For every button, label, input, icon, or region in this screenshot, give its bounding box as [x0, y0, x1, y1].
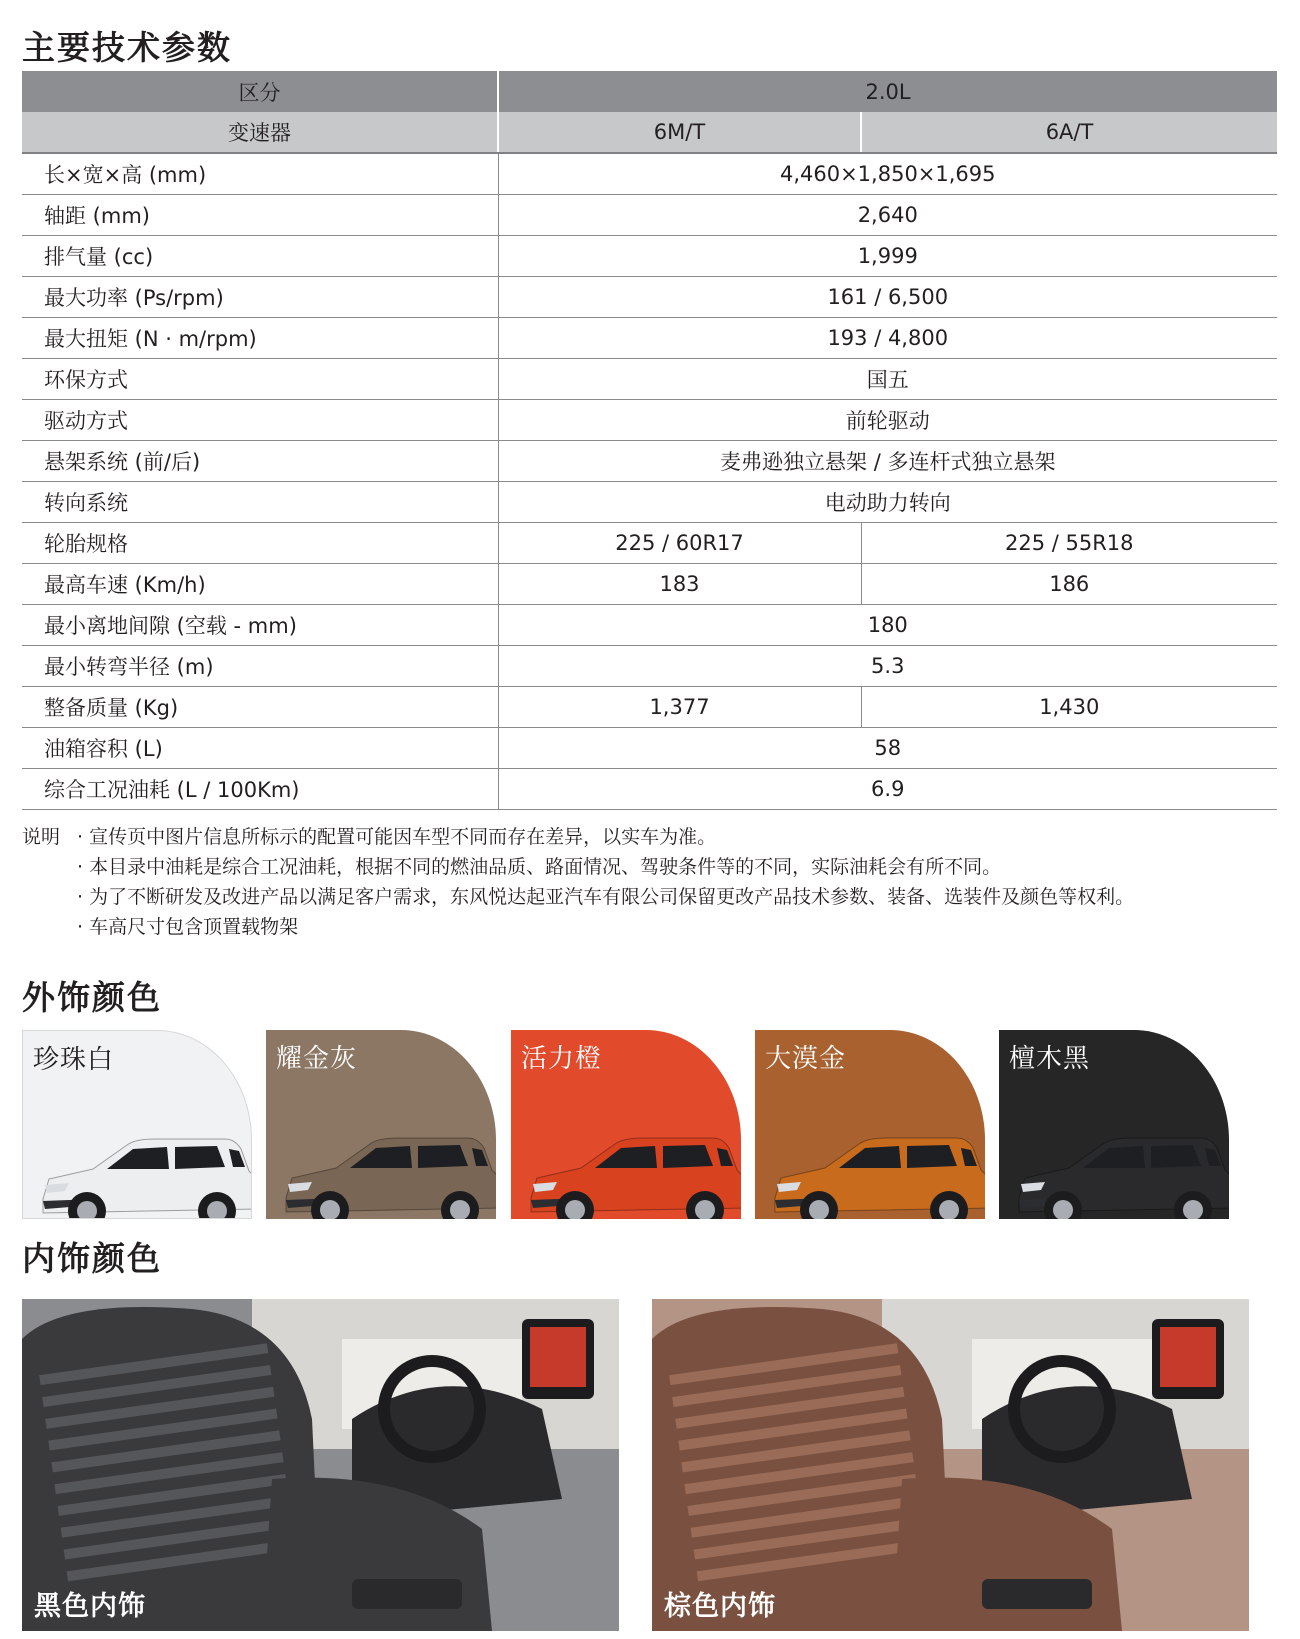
color-name: 耀金灰: [276, 1044, 358, 1074]
suv-image: [523, 1120, 741, 1219]
spec-label: 最小离地间隙 (空载 - mm): [22, 604, 498, 645]
interior-graphic: [22, 1299, 619, 1631]
spec-table: [22, 71, 1277, 810]
note-text: · 为了不断研发及改进产品以满足客户需求，东风悦达起亚汽车有限公司保留更改产品技术参数、装备、选装件及颜色等权利。: [77, 886, 1135, 908]
note-line: [22, 822, 1134, 852]
spec-value-at: 225 / 55R18: [861, 522, 1277, 563]
spec-row: [22, 235, 1277, 276]
spec-row: [22, 686, 1277, 727]
subheader-mt: 6M/T: [498, 112, 861, 153]
spec-row: [22, 194, 1277, 235]
interior-title: 内饰颜色: [22, 1239, 162, 1278]
spec-label: 最高车速 (Km/h): [22, 563, 498, 604]
spec-label: 排气量 (cc): [22, 235, 498, 276]
spec-value-mt: 183: [498, 563, 861, 604]
spec-label: 最大扭矩 (N · m/rpm): [22, 317, 498, 358]
spec-label: 悬架系统 (前/后): [22, 440, 498, 481]
spec-value: 6.9: [498, 768, 1277, 809]
spec-row: [22, 727, 1277, 768]
spec-row: [22, 481, 1277, 522]
color-swatch: [755, 1030, 985, 1219]
color-name: 活力橙: [521, 1044, 603, 1074]
spec-value: 180: [498, 604, 1277, 645]
spec-label: 最小转弯半径 (m): [22, 645, 498, 686]
color-swatch: [22, 1030, 252, 1219]
color-swatch: [266, 1030, 496, 1219]
subheader-at: 6A/T: [861, 112, 1277, 153]
color-name: 大漠金: [765, 1044, 847, 1074]
spec-value: 前轮驱动: [498, 399, 1277, 440]
spec-label: 驱动方式: [22, 399, 498, 440]
spec-row: [22, 522, 1277, 563]
spec-value: 2,640: [498, 194, 1277, 235]
spec-value-at: 1,430: [861, 686, 1277, 727]
spec-label: 轴距 (mm): [22, 194, 498, 235]
spec-row: [22, 768, 1277, 809]
spec-value: 国五: [498, 358, 1277, 399]
color-swatch: [511, 1030, 741, 1219]
interior-image: [652, 1299, 1249, 1631]
spec-value-mt: 225 / 60R17: [498, 522, 861, 563]
interior-name: 黑色内饰: [34, 1591, 146, 1622]
spec-label: 长×宽×高 (mm): [22, 153, 498, 194]
spec-header-row: [22, 71, 1277, 112]
color-name: 珍珠白: [33, 1045, 115, 1075]
spec-value: 麦弗逊独立悬架 / 多连杆式独立悬架: [498, 440, 1277, 481]
spec-label: 整备质量 (Kg): [22, 686, 498, 727]
header-engine: 2.0L: [498, 71, 1277, 112]
spec-row: [22, 645, 1277, 686]
spec-row: [22, 440, 1277, 481]
interior-name: 棕色内饰: [664, 1591, 776, 1622]
spec-value: 电动助力转向: [498, 481, 1277, 522]
spec-label: 轮胎规格: [22, 522, 498, 563]
spec-value: 1,999: [498, 235, 1277, 276]
note-line: [22, 882, 1134, 912]
spec-value-at: 186: [861, 563, 1277, 604]
note-text: · 宣传页中图片信息所标示的配置可能因车型不同而存在差异，以实车为准。: [77, 826, 717, 848]
interior-graphic: [652, 1299, 1249, 1631]
notes: [22, 822, 1134, 942]
specs-title: 主要技术参数: [22, 28, 232, 67]
note-text: · 本目录中油耗是综合工况油耗，根据不同的燃油品质、路面情况、驾驶条件等的不同，实际油耗会有所不同。: [77, 856, 1002, 878]
spec-label: 综合工况油耗 (L / 100Km): [22, 768, 498, 809]
spec-row: [22, 276, 1277, 317]
color-name: 檀木黑: [1009, 1044, 1091, 1074]
subheader-transmission: 变速器: [22, 112, 498, 153]
note-line: [22, 912, 1134, 942]
spec-label: 转向系统: [22, 481, 498, 522]
spec-subheader-row: [22, 112, 1277, 153]
color-swatch: [999, 1030, 1229, 1219]
spec-label: 油箱容积 (L): [22, 727, 498, 768]
spec-row: [22, 317, 1277, 358]
spec-label: 最大功率 (Ps/rpm): [22, 276, 498, 317]
suv-image: [1011, 1120, 1229, 1219]
suv-image: [278, 1120, 496, 1219]
spec-value: 161 / 6,500: [498, 276, 1277, 317]
spec-value: 5.3: [498, 645, 1277, 686]
suv-image: [767, 1120, 985, 1219]
suv-image: [35, 1121, 252, 1219]
spec-value: 193 / 4,800: [498, 317, 1277, 358]
spec-row: [22, 153, 1277, 194]
spec-value-mt: 1,377: [498, 686, 861, 727]
exterior-title: 外饰颜色: [22, 978, 162, 1017]
spec-label: 环保方式: [22, 358, 498, 399]
interior-image: [22, 1299, 619, 1631]
note-text: · 车高尺寸包含顶置载物架: [77, 916, 299, 938]
spec-row: [22, 399, 1277, 440]
header-category: 区分: [22, 71, 498, 112]
spec-row: [22, 358, 1277, 399]
spec-row: [22, 563, 1277, 604]
spec-value: 4,460×1,850×1,695: [498, 153, 1277, 194]
note-line: [22, 852, 1134, 882]
notes-head: 说明: [22, 826, 61, 848]
spec-value: 58: [498, 727, 1277, 768]
spec-row: [22, 604, 1277, 645]
